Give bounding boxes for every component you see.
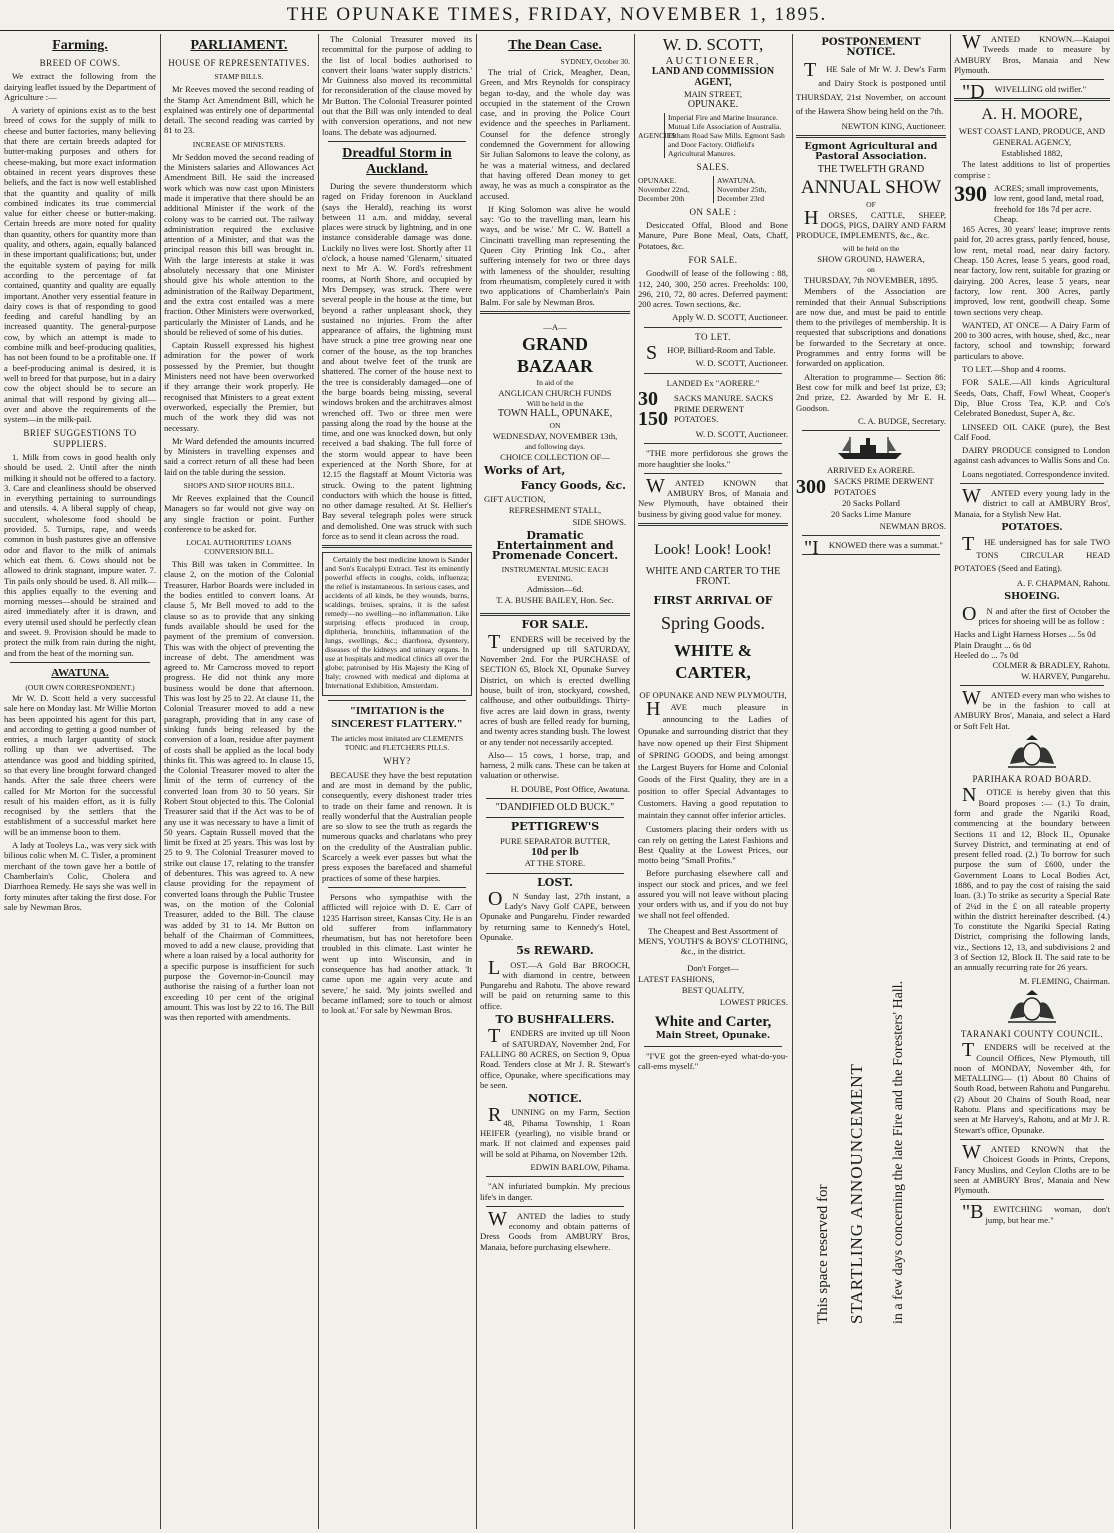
- storm-heading: Dreadful Storm in Auckland.: [342, 145, 452, 177]
- wc-cheapest: The Cheapest and Best Assortment of MEN'S, YOUTH'S & BOYS' CLOTHING, &c., in the district.: [638, 925, 788, 957]
- advert-text: WANTED, AT ONCE— A Dairy Farm of 200 to 300 acres, with house, shed, &c., near factory, school and township; forward particulars to above.: [954, 319, 1110, 361]
- bazaar-advert: [480, 318, 630, 609]
- divider: [486, 817, 624, 818]
- pettigrew-heading: PETTIGREW'S: [510, 820, 600, 834]
- scott-street: MAIN STREET,: [683, 88, 743, 99]
- divider: [486, 873, 624, 874]
- fewdays-text: in a few days concerning the late Fire and the Foresters' Hall.: [891, 981, 906, 1325]
- divider: [480, 311, 630, 314]
- bazaar-line: GIFT AUCTION,: [484, 493, 546, 504]
- divider: [796, 135, 946, 138]
- divider: [960, 1199, 1104, 1200]
- divider: [10, 662, 150, 663]
- article-paragraph: Mr Ward defended the amounts incurred by Ministers in travelling expenses and said a correct return of all these had been laid on the table during the session.: [164, 435, 314, 477]
- bazaar-line: SIDE SHOWS.: [572, 516, 626, 527]
- advert-text: RUNNING on my Farm, Section 48, Pihama Township, 1 Roan HEIFER (yearling), no visible brand or mark. If not claimed and expenses paid will be sold at Pihama, on November 12th.: [480, 1104, 630, 1159]
- why-heading: WHY?: [383, 756, 411, 767]
- price-line: Hacks and Light Harness Horses ... 5s 0d: [954, 629, 1096, 640]
- startling-announcement-box: [796, 559, 946, 1339]
- moore-title: A. H. MOORE,: [981, 106, 1083, 124]
- quote-line: "IKNOWED there was a summat.": [804, 536, 943, 559]
- startling-text: STARTLING ANNOUNCEMENT: [847, 1063, 866, 1325]
- wc-line: BEST QUALITY,: [681, 985, 745, 996]
- spring-goods: Spring Goods.: [660, 612, 765, 633]
- bazaar-line: ON: [549, 420, 561, 430]
- scott-name: W. D. SCOTT,: [662, 35, 764, 54]
- on-line: on: [867, 264, 875, 274]
- divider: [802, 535, 940, 536]
- column-3: [322, 34, 472, 1529]
- advert-text: THE Sale of Mr W. J. Dew's Farm and Dairy Stock is postponed until THURSDAY, 21st November, on account of the Hawera Show being held on the 7th.: [796, 58, 946, 116]
- bazaar-line: CHOICE COLLECTION OF—: [500, 452, 610, 463]
- wc-line: LATEST FASHIONS,: [638, 974, 715, 985]
- article-paragraph: The Colonial Treasurer moved its recommittal for the purpose of adding to the list of local bodies authorised to convert their loans 'water supply districts.' Mr Guinness also moved its recommittal for reconsideration of the clause moved by Mr Button. The Colonial Treasurer pointed out that the Bill was only intended to deal with conversion operations, and not new loans. The debate was adjourned.: [322, 34, 472, 137]
- advert-text: Also— 15 cows, 1 horse, trap, and harness, 2 milk cans. These can be taken at valuation or otherwise.: [480, 749, 630, 781]
- advert-text: LINSEED OIL CAKE (pure), the Best Calf Food.: [954, 421, 1110, 442]
- advert-text: Loans negotiated. Correspondence invited.: [962, 468, 1110, 479]
- agencies-list: Imperial Fire and Marine Insurance. Mutual Life Association of Australia. Eltham Road Saw Mills. Egmont Sash and Door Factory. Oldfield's Agricultural Manures.: [664, 113, 788, 158]
- article-paragraph: During the severe thunderstorm which raged on Friday forenoon in Auckland (says the Herald), reaching its worst between 11 a.m. and midday, several places were struck by lightning, and in one instance considerable damage was done. Luckily no lives were lost. Shortly after 11 o'clock, a house named 'Glenarm,' situated next to Mr A. W. Ford's refreshment rooms, at North Shore, and occupied by Mrs Dempsey, was struck. There were several people in the house at the time, but beyond a rather unpleasant shock, they sustained no injuries. From the after appearance of affairs, the lightning must have struck a pine tree growing near one corner of the house, as the top branches and about twelve feet of the trunk are shattered. The corner of the house next to the tree is considerably damaged—one of the barge boards being missing, several windows broken and the architraves almost wrenched off. Two or three men were passing along the road by the house at the time, and one was knocked down, but only received a bad shaking. The full force of the storm would appear to have been experienced at the North Shore, for at 12.15 the flagstaff at Mount Victoria was struck. Owing to the patent lightning conductors with which the house is fitted, no other damage resulted. At St. Hellier's Bay several telegraph poles were struck and demolished. One was struck with such force as to send it clean across the road.: [322, 180, 472, 542]
- bazaar-admission: Admission—6d.: [526, 583, 584, 594]
- bazaar-line: INSTRUMENTAL MUSIC EACH EVENING.: [501, 564, 609, 583]
- notice-heading: NOTICE.: [528, 1092, 582, 1106]
- column-rule: [160, 34, 161, 1529]
- advert-text: 165 Acres, 30 years' lease; improve rents paid for, 20 acres grass, partly fenced, house, low rent, metal road, near dairy factory. Cheap. 150 Acres, lease 5 years, good road, near factory, low rent, suitable for grazing or dairying. 200 Acres, lease 5 years, near factory, low rent. 300 Acres, partly improved, low rent, goodwill cheap. Some town sections very cheap.: [954, 224, 1110, 317]
- show-ground: SHOW GROUND, HAWERA,: [817, 253, 925, 264]
- article-paragraph: 1. Milk from cows in good health only should be used. 2. Until after the ninth milking it should not be offered to a factory. 3. Care and cleanliness should be observed in everything pertaining to surroundings and utensils. 4. A liberal supply of cheap, succulent, wholesome food should be provided. 5. Turnips, rape, and weeds common in bush pastures give an offensive odor and flavor to the milk of animals which eat them. 6. Cows should not be allowed to drink stagnant, impure water. 7. Tin pails only should be used. 8. All milk—this applies equally to the evening and morning messes—should be strained and aired immediately after it is drawn, and every utensil used should be perfectly clean and sweet. 9. Provision should be made to protect the milk from rain during the night, and from the heat of the morning sun.: [4, 451, 156, 658]
- potatoes-text: SACKS PRIME DERWENT POTATOES: [834, 476, 934, 497]
- agencies-block: [638, 113, 788, 158]
- divider: [802, 430, 940, 431]
- agencies-label: AGENCIES: [638, 131, 676, 141]
- divider: [644, 373, 782, 374]
- pettigrew-line: AT THE STORE.: [524, 858, 586, 869]
- pettigrew-line: PURE SEPARATOR BUTTER,: [499, 835, 611, 846]
- signature: A. F. CHAPMAN, Rahotu.: [1016, 578, 1110, 589]
- imitation-subline: The articles most imitated are CLEMENTS TONIC and FLETCHERS PILLS.: [330, 734, 464, 753]
- advert-text: FOR SALE.—All kinds Agricultural Seeds, Oats, Chaff, Fowl Wheat, Cooper's Dip, Blue Cross Tea, K.P. and Co's Celebrated Bonedust, Super A, &c.: [954, 377, 1110, 419]
- landed-numbers: [638, 389, 674, 429]
- divider: [960, 1139, 1104, 1140]
- divider: [644, 1046, 782, 1047]
- divider: [322, 545, 472, 548]
- pettigrew-price: 10d per lb: [531, 845, 579, 858]
- article-paragraph: Mr Reeves moved the second reading of the Stamp Act Amendment Bill, which he explained was entirely one of departmental detail. The second reading was carried by 81 to 23.: [164, 84, 314, 136]
- divider: [328, 141, 466, 142]
- bushfallers-heading: TO BUSHFALLERS.: [495, 1013, 615, 1027]
- subheading: SHOPS AND SHOP HOURS BILL.: [183, 480, 295, 490]
- wc-of: OF OPUNAKE AND NEW PLYMOUTH,: [639, 689, 787, 700]
- sales-awatuna: AWATUNA. November 25th, December 23rd: [713, 176, 788, 203]
- quote-line: "I'VE got the green-eyed what-do-you-call-ems myself.": [638, 1050, 788, 1071]
- bazaar-title: GRAND BAZAAR: [516, 334, 593, 377]
- signature: W. D. SCOTT, Auctioneer.: [695, 428, 788, 439]
- signature: NEWTON KING, Auctioneer.: [841, 120, 946, 131]
- quote-line: "DANDIFIED OLD BUCK.": [495, 802, 615, 814]
- postponement-heading: POSTPONEMENT NOTICE.: [821, 37, 921, 59]
- article-paragraph: A lady at Tooleys La., was very sick with bilious colic when M. C. Tisler, a prominent merchant of the town gave her a bottle of Chamberlain's Colic, Cholera and Diarrhoea Remedy. He says she was well in forty minutes after taking the first dose. For sale by Newman Bros.: [4, 840, 156, 912]
- bazaar-secretary: T. A. BUSHE BAILEY, Hon. Sec.: [496, 594, 614, 605]
- landed-block: [638, 389, 788, 429]
- forsale-heading: FOR SALE.: [688, 254, 738, 265]
- arrived-line: ARRIVED Ex AORERE.: [826, 465, 916, 476]
- reserved-text: This space reserved for: [815, 1184, 831, 1325]
- wc-street: Main Street, Opunake.: [655, 1031, 771, 1042]
- advert-text: DAIRY PRODUCE consigned to London against cash advances to Wallis Sons and Co.: [954, 445, 1110, 466]
- advert-text: SHOP, Billiard-Room and Table.: [646, 342, 776, 365]
- column-rule: [634, 34, 635, 1529]
- of-line: OF: [866, 199, 876, 209]
- subheading: INCREASE OF MINISTERS.: [192, 139, 286, 149]
- column-7: [954, 34, 1110, 1529]
- shoeing-heading: SHOEING.: [1004, 591, 1060, 603]
- breed-heading: BREED OF COWS.: [39, 58, 121, 68]
- twelfth-line: THE TWELFTH GRAND: [817, 164, 925, 176]
- advert-text: WANTED KNOWN.—Kaiapoi Tweeds made to measure by AMBURY Bros, Manaia and New Plymouth.: [954, 34, 1110, 75]
- article-paragraph: We extract the following from the dairying leaflet issued by the Department of Agriculture :—: [4, 71, 156, 102]
- landed-heading: LANDED Ex "AORERE.": [666, 377, 760, 388]
- divider: [960, 79, 1104, 80]
- divider: [644, 327, 782, 328]
- article-paragraph: Mr Seddon moved the second reading of the Ministers salaries and Allowances Act Amendment Bill. He said the increased work which was now cast upon Ministers made it imperative that there should be an additional Minister if the work of the colony was to be carried out. The railway administration required the exclusive attention of a Minister, and that was the principal reason this bill was brought in. With the large interests at stake it was absolutely necessary that one Minister should give his whole attention to the administration of the Railway Department, and the extra cost entailed was a mere fraction. Other Ministers were overworked, particularly the Minister of Lands, and he should be relieved of some of his duties.: [164, 151, 314, 337]
- column-4: [480, 34, 630, 1529]
- advert-text: ACRES; small improvements, low rent, good land, metal road, freehold for 18s 7d per acre. Cheap.: [994, 182, 1104, 224]
- goods-line: 20 Sacks Lime Manure: [831, 509, 911, 520]
- advert-text: TENDERS will be received by the undersigned up till SATURDAY, November 2nd. For the PURCHASE of SECTION 65, Block XI, Opunake Survey District, on which is erected dwelling house, built of iron, stockyard, cowshed, calfhouse, and other outbuildings. Thirty-five acres are laid down in grass, twenty acres of bush are felled ready for burning, and twenty acres standing bush. The lowest or any tender not necessarily accepted.: [480, 630, 630, 747]
- sander-advert: [322, 552, 472, 696]
- signature: W. D. SCOTT, Auctioneer.: [695, 358, 788, 369]
- advert-text: WANTED every young lady in the district to call at AMBURY Bros', Manaia, for a Stylish New Hat.: [954, 484, 1110, 519]
- wc-line: LOWEST PRICES.: [719, 996, 788, 1007]
- article-paragraph: BECAUSE they have the best reputation and are most in demand by the public, consequently, every dishonest trader tries to trade on their fame and renown. It is really wonderful that the Australian people are so slow to see the truth as regards the numerous quacks and charlatans who prey on the credulity of the Australian public. Scarcely a week ever passes but what the press exposes the barefaced and shameful practices of some of these harpies.: [322, 769, 472, 883]
- moore-est: Established 1882,: [1001, 148, 1063, 159]
- reward-heading: 5s REWARD.: [516, 944, 594, 958]
- column-2: [164, 34, 314, 1529]
- house-heading: HOUSE OF REPRESENTATIVES.: [168, 58, 310, 68]
- divider: [960, 685, 1104, 686]
- bazaar-line: REFRESHMENT STALL,: [508, 505, 602, 516]
- held-line: will be held on the: [842, 243, 900, 253]
- taranaki-heading: TARANAKI COUNTY COUNCIL.: [960, 1028, 1104, 1039]
- sales-heading: SALES.: [696, 162, 730, 173]
- advert-text: Desiccated Offal, Blood and Bone Manure, Pure Bone Meal, Oats, Chaff, Potatoes, &c.: [638, 220, 788, 251]
- wc-title: WHITE & CARTER,: [674, 640, 752, 682]
- quote-line: "AN infuriated bumpkin. My precious life's in danger.: [480, 1181, 630, 1202]
- subheading: STAMP BILLS.: [214, 72, 264, 82]
- steamship-icon: [836, 435, 906, 461]
- potatoes-block: [796, 476, 946, 497]
- scott-land: LAND AND COMMISSION AGENT,: [651, 66, 775, 88]
- sales-dates: [638, 176, 788, 203]
- advert-text: ON Sunday last, 27th instant, a Lady's Navy Golf CAPE, between Opunake and Pungarehu. Finder rewarded by returning same to Kennedy's Hotel, Opunake.: [480, 887, 630, 942]
- moore-sub: WEST COAST LAND, PRODUCE, AND GENERAL AGENCY,: [958, 126, 1106, 147]
- advert-text: Customers placing their orders with us can rely on getting the Latest Fashions and Best Quality at the Lowest Prices, our motto being "Small Profits.": [638, 824, 788, 866]
- signature: M. FLEMING, Chairman.: [1019, 975, 1110, 986]
- advert-text: THE undersigned has for sale TWO TONS CIRCULAR HEAD POTATOES (Seed and Eating).: [954, 533, 1110, 574]
- bazaar-line: ANGLICAN CHURCH FUNDS: [498, 388, 612, 399]
- imitation-heading: "IMITATION is the SINCEREST FLATTERY.": [331, 705, 463, 731]
- divider: [486, 798, 624, 799]
- show-items: HORSES, CATTLE, SHEEP, DOGS, PIGS, DAIRY AND FARM PRODUCE, IMPLEMENTS, &c., &c.: [796, 206, 946, 241]
- divider: [960, 483, 1104, 484]
- moore-390-block: [954, 180, 1110, 224]
- advert-text: LOST.—A Gold Bar BROOCH, with diamond in centre, between Pungarehu and Rahotu. The above reward will be paid on returning same to this office.: [480, 956, 630, 1011]
- advert-text: The latest additions to list of properties comprise :: [954, 159, 1110, 180]
- wc-line: Don't Forget—: [687, 962, 739, 973]
- signature: EDWIN BARLOW, Pihama.: [530, 1161, 630, 1172]
- article-paragraph: If King Solomon was alive he would say: 'Go to the travelling man, learn his ways, and be wise.' Mr C. W. Battell a Cincinatti travelling man representing the Queen City Printing Ink Co., after suffering intensely for two or three days with lameness of the shoulder, resulting from rheumatism, completely cured it with two applications of Chamberlain's Pain Balm. For sale by Newman Bros.: [480, 203, 630, 307]
- suggestions-heading: BRIEF SUGGESTIONS TO SUPPLIERS.: [23, 428, 137, 449]
- acres-number: 390: [954, 180, 987, 206]
- column-rule: [318, 34, 319, 1529]
- dateline: SYDNEY, October 30.: [560, 57, 630, 66]
- advert-text: Alteration to programme— Section 86: Best cow for milk and beef 1st prize, £3; 2nd prize, £2. Awarded by Mr E. H. Goodson.: [796, 371, 946, 413]
- subheading: LOCAL AUTHORITIES' LOANS CONVERSION BILL.: [186, 538, 292, 557]
- signature: C. A. BUDGE, Secretary.: [858, 415, 946, 426]
- first-arrival: FIRST ARRIVAL OF: [653, 593, 773, 607]
- awatuna-heading: AWATUNA.: [51, 666, 109, 679]
- column-6: [796, 34, 946, 1529]
- column-rule: [792, 34, 793, 1529]
- potatoes-number: 300: [796, 475, 826, 498]
- column-1: [4, 34, 156, 1529]
- bazaar-label: —A—: [543, 321, 567, 332]
- sales-opunake: OPUNAKE. November 22nd, December 20th: [638, 175, 690, 203]
- advert-text: TO LET.—Shop and 4 rooms.: [962, 364, 1066, 375]
- scott-role: AUCTIONEER,: [665, 55, 761, 67]
- advert-text: NOTICE is hereby given that this Board proposes :— (1.) To drain, form and grade the Ngariki Road, commencing at the boundary between Sections 11 and 12, Block II., Opunake Survey District, and terminating at end of present felled road. (2.) To borrow for such purpose the sum of £600, under the Government Loans to Local Bodies Act, 1886, and to pay the cost of raising the said loan. (3.) To strike as security a Special Rate of 2¼d in the £ on all rateable property within the district hereinafter described. (4.) To constitute the Ngariki Special Rating District, comprising the following lands, viz., Sections 12, 13, and subdivisions 2 and 3 of Section 12, Block II. The said rate to be an annually recurring rate for 26 years.: [954, 784, 1110, 973]
- potatoes-heading: POTATOES.: [1001, 521, 1063, 533]
- article-paragraph: This Bill was taken in Committee. In clause 2, on the motion of the Colonial Treasurer, Harbor Boards were included in the bodies entitled to convert loans. At clause 5, Mr Bell moved to add to the clause so as to provide that any sinking funds available should be used for the payment of the premium of conversion. This was with the object of preventing the increase of debt. The amendment was agreed to. Mr Carncross moved to report progress. He did not think any more business would be done that afternoon. This was lost by 25 to 22. At clause 11, the Colonial Treasurer moved to add a new paragraph, providing that in any case of sinking funds being released by the conversion of a loan, residue after payment of costs shall be applied as the local body thinks fit. This was agreed to. In clause 15, the Colonial Treasurer moved to alter the limit of the term of currency of the converted loan from 30 to 50 years. Sir Robert Stout objected to this. The Colonial Treasurer said that if the Act was to be of any use it was necessary to have a limit of 50 years. Captain Russell moved that the limit be fixed at 25 years. This was lost by 25 to 9. The Colonial Treasurer moved to strike out clause 17, relating to the transfer of debentures. This was agreed to. A new clause providing for the repayment of converted loans through the Public Trustee was, on the motion of the Colonial Treasurer, added to the Bill. The clause was added by 31 to 14. Mr Button on behalf of the Chairman of Committees, moved to add a new clause, providing that where a loan raised by a local authority for a specific purpose is insufficient for such purpose the Governor-in-Council may authorise the raising of a further loan not exceeding 10 per cent of the original amount. This was lost by 22 to 16. The Bill was then reported with amendments.: [164, 559, 314, 1023]
- advert-text: WANTED the ladies to study economy and obtain patterns of Dress Goods from AMBURY Bros, Manaia, before purchasing elsewhere.: [480, 1207, 630, 1252]
- signature: COLMER & BRADLEY, Rahotu.: [992, 660, 1110, 671]
- farming-heading: Farming.: [52, 38, 108, 53]
- divider: [638, 523, 788, 526]
- lost-heading: LOST.: [537, 875, 573, 889]
- column-rule: [950, 34, 951, 1529]
- look-banner: Look! Look! Look!: [654, 542, 772, 559]
- divider: [486, 1206, 624, 1207]
- advert-text: WANTED every man who wishes to be in the fashion to call at AMBURY Bros', Manaia, and select a Hard or Soft Felt Hat.: [954, 686, 1110, 731]
- onsale-heading: ON SALE :: [689, 206, 737, 217]
- scott-town: OPUNAKE.: [687, 99, 739, 111]
- goods-line: 20 Sacks Pollard: [842, 498, 900, 509]
- price-line: Heeled do ... 7s 0d: [954, 649, 1019, 660]
- parihaka-heading: PARIHAKA ROAD BOARD.: [972, 774, 1092, 785]
- advert-text: WANTED KNOWN that AMBURY Bros, of Manaia and New Plymouth, have obtained their business by giving good value for money.: [638, 474, 788, 519]
- bazaar-works: Works of Art,: [484, 464, 566, 478]
- divider: [486, 1176, 624, 1177]
- advert-text: Before purchasing elsewhere call and inspect our stock and prices, and we feel assured you will not leave without placing your orders with us, and if you do not buy we shall not feel offended.: [638, 868, 788, 920]
- wc-front: WHITE AND CARTER TO THE FRONT.: [645, 566, 781, 588]
- article-paragraph: Mr Reeves explained that the Council Managers so far would not give way on any single fraction or point. Further conference to be asked for.: [164, 492, 314, 534]
- article-paragraph: Captain Russell expressed his highest admiration for the power of work possessed by the Premier, but thought Ministers need not have been overworked if they arrange their work properly. He recognised that Ministers to a great extent overworked, especially the Premier, but much of the work they did was not necessary.: [164, 340, 314, 433]
- quote-line: "BEWITCHING woman, don't jump, but hear me.": [962, 1201, 1110, 1225]
- royal-crest-icon: [1002, 989, 1062, 1025]
- quote-line: "THE more perfidorous she grows the more haughtier she looks.": [638, 448, 788, 469]
- annual-show: ANNUAL SHOW: [800, 176, 942, 198]
- show-date: THURSDAY, 7th NOVEMBER, 1895.: [803, 274, 939, 285]
- advert-text: WANTED KNOWN that the Choicest Goods in Prints, Crepons, Fancy Muslins, and Ceylon Cloths are to be seen at AMBURY Bros', Manaia and New Plymouth.: [954, 1140, 1110, 1196]
- landed-number: 30: [638, 387, 658, 410]
- bazaar-date: WEDNESDAY, NOVEMBER 13th,: [492, 430, 618, 441]
- advert-text: Members of the Association are reminded that their Annual Subscriptions are now due, and must be paid to entitle them to the privileges of membership. It is requested that subscriptions and donations be forwarded to the Secretary at once. Programmes and entry forms will be forwarded on application.: [796, 286, 946, 369]
- correspondent-line: (OUR OWN CORRESPONDENT.): [25, 682, 135, 692]
- divider: [480, 613, 630, 616]
- bazaar-line: Will be held in the: [526, 399, 584, 409]
- advert-text: HAVE much pleasure in announcing to the Ladies of Opunake and surrounding district that they have now opened up their First Shipment of SPRING GOODS, and being amongst the Largest Buyers for Home and Colonial Goods of the First Quality, they are in a position to offer Special Advantages to Customers. Having a good reputation to maintain they cannot offer inferior articles.: [638, 698, 788, 821]
- advert-text: Certainly the best medicine known is Sander and Son's Eucalypti Extract. Test its eminently powerful effects in coughs, colds, influenza; the relief is instantaneous. In serious cases, and accidents of all kinds, be they wounds, burns, scaldings, bruises, sprains, it is the safest remedy—no swelling—no inflammation. Like surprising effects produced in croup, diphtheria, bronchitis, inflammation of the lungs, swellings, &c.; diarrhoea, dysentery, diseases of the kidneys and urinary organs. In use at hospitals and medical clinics all over the globe; patronised by His Majesty the King of Italy; crowned with medical and diploma at International Exhibition, Amsterdam.: [325, 555, 469, 691]
- signature: NEWMAN BROS.: [879, 520, 946, 531]
- column-5: [638, 34, 788, 1529]
- egmont-heading: Egmont Agricultural and Pastoral Association.: [804, 140, 938, 163]
- advert-text: Goodwill of lease of the following : 88, 112, 240, 300, 250 acres. Freeholds: 100, 296, 210, 72, 80 acres. Deferred payment: 200 acres. Town sections, &c.: [638, 268, 788, 310]
- quote-line: "DWIVELLING old twifler.": [962, 81, 1087, 104]
- bazaar-dramatic: Dramatic Entertainment and Promenade Concert.: [491, 528, 619, 563]
- divider: [328, 700, 466, 701]
- advert-text: ON and after the first of October the prices for shoeing will be as follow :: [962, 602, 1110, 627]
- divider: [802, 554, 940, 555]
- advert-text: TENDERS will be received at the Council Offices, New Plymouth, till noon of MONDAY, November 4th, for METALLING— (1) About 80 Chains of South Road, between Rahotu and Pungarehu. (2) About 20 Chains of South Road, near Rahotu. Plans and specifications may be seen at Mr Harvey's, Rahotu, and at Mr J. R. Stewart's office, Opunake.: [954, 1039, 1110, 1135]
- signature: W. HARVEY, Pungarehu.: [1021, 670, 1110, 681]
- bazaar-line: and following days.: [524, 442, 586, 452]
- article-paragraph: The trial of Crick, Meagher, Dean, Green, and Mrs Reynolds for conspiracy began to-day, and the whole day was occupied in the statement of the Crown case, and in proving the Police Court evidence and the speeches in Parliament. Counsel for the defence strongly condemned the Government for allowing Sir Julian Salomons to leave the colony, as he was a material witness, and declared that having offered Dean money to get away, he was as much a conspirator as the accused.: [480, 67, 630, 201]
- article-paragraph: Persons who sympathise with the afflicted will rejoice with D. E. Carr of 1235 Harrison street, Kansas City. He is an old sufferer from inflammatory rheumatism, but has not heretofore been troubled in this climate. Last winter he went up into Wisconsin, and in consequence has had another attack. 'It came upon me again very acute and severe,' he said. 'My joints swelled and became inflamed; sore to touch or almost to look at.' For sale by Newman Bros.: [322, 891, 472, 1016]
- bazaar-fancy: Fancy Goods, &c.: [520, 478, 626, 492]
- tolet-heading: TO LET.: [695, 331, 731, 342]
- signature: H. DOUBE, Post Office, Awatuna.: [510, 783, 630, 794]
- advert-text: TENDERS are invited up till Noon of SATURDAY, November 2nd, For FALLING 80 ACRES, on Section 9, Opua Road. Tenders close at Mr J. R. Stewart's office, Opunake, where specifications may be seen.: [480, 1025, 630, 1090]
- divider: [644, 443, 782, 444]
- bazaar-line: In aid of the: [536, 378, 574, 388]
- wc-signature: White and Carter,: [654, 1013, 772, 1030]
- article-paragraph: Mr W. D. Scott held a very successful sale here on Monday last. Mr Willie Morton has been appointed his agent for this part, and according to getting a good number of entries, a much larger quantity of stock rolling up than we advertised. The attendance was good and bidding spirited, so that every line brought forward changed hands. After the sale three cheers were called for Mr Morton for the successful result of his maiden effort, as it is fully recognised by the settlers that the establishment of a successful market here will be an immense boon to them.: [4, 692, 156, 837]
- divider: [644, 473, 782, 474]
- column-rule: [476, 34, 477, 1529]
- divider: [328, 887, 466, 888]
- article-paragraph: A variety of opinions exist as to the best breed of cows for the supply of milk to cheese and butter factories, many believing that there are certain breeds adapted for butter-making purposes and others for cheese-making, but more exact information obtained in recent years disproves these beliefs, and the fact is now well established that the quantity and quality of milk combined indicates its true commercial value for either cheese or butter-making. Certain breeds are more noted for quality than quantity, others for quantity more than quality, and others, again, equally balanced in these important qualifications; but, under the equitable system of paying for milk according to the percentage of fat contained, quantity and quality are equally important. Another very essential feature in dairy cows is that of responding to good feeding and careful handling by an increased quantity. The general-purpose cow, by which an attempt is made to combine milk and beef-producing qualities, has not been found to be a profitable one. If a beef-producing animal is desired, it is well to breed for that purpose, but in a dairy cow the object should be to secure an animal that will respond by giving all—over and above the requirements of the system—in the milk-pail.: [4, 105, 156, 425]
- masthead: THE OPUNAKE TIMES, FRIDAY, NOVEMBER 1, 1895.: [0, 0, 1114, 31]
- parliament-heading: PARLIAMENT.: [190, 38, 288, 53]
- forsale-heading: FOR SALE.: [521, 618, 589, 632]
- royal-crest-icon: [1002, 734, 1062, 770]
- dean-heading: The Dean Case.: [508, 38, 602, 53]
- landed-number: 150: [638, 407, 668, 430]
- landed-text: SACKS MANURE. SACKS PRIME DERWENT POTATOES.: [674, 393, 774, 425]
- bazaar-venue: TOWN HALL, OPUNAKE,: [497, 408, 613, 420]
- price-line: Plain Draught ... 6s 0d: [954, 639, 1032, 650]
- signature: Apply W. D. SCOTT, Auctioneer.: [672, 312, 788, 323]
